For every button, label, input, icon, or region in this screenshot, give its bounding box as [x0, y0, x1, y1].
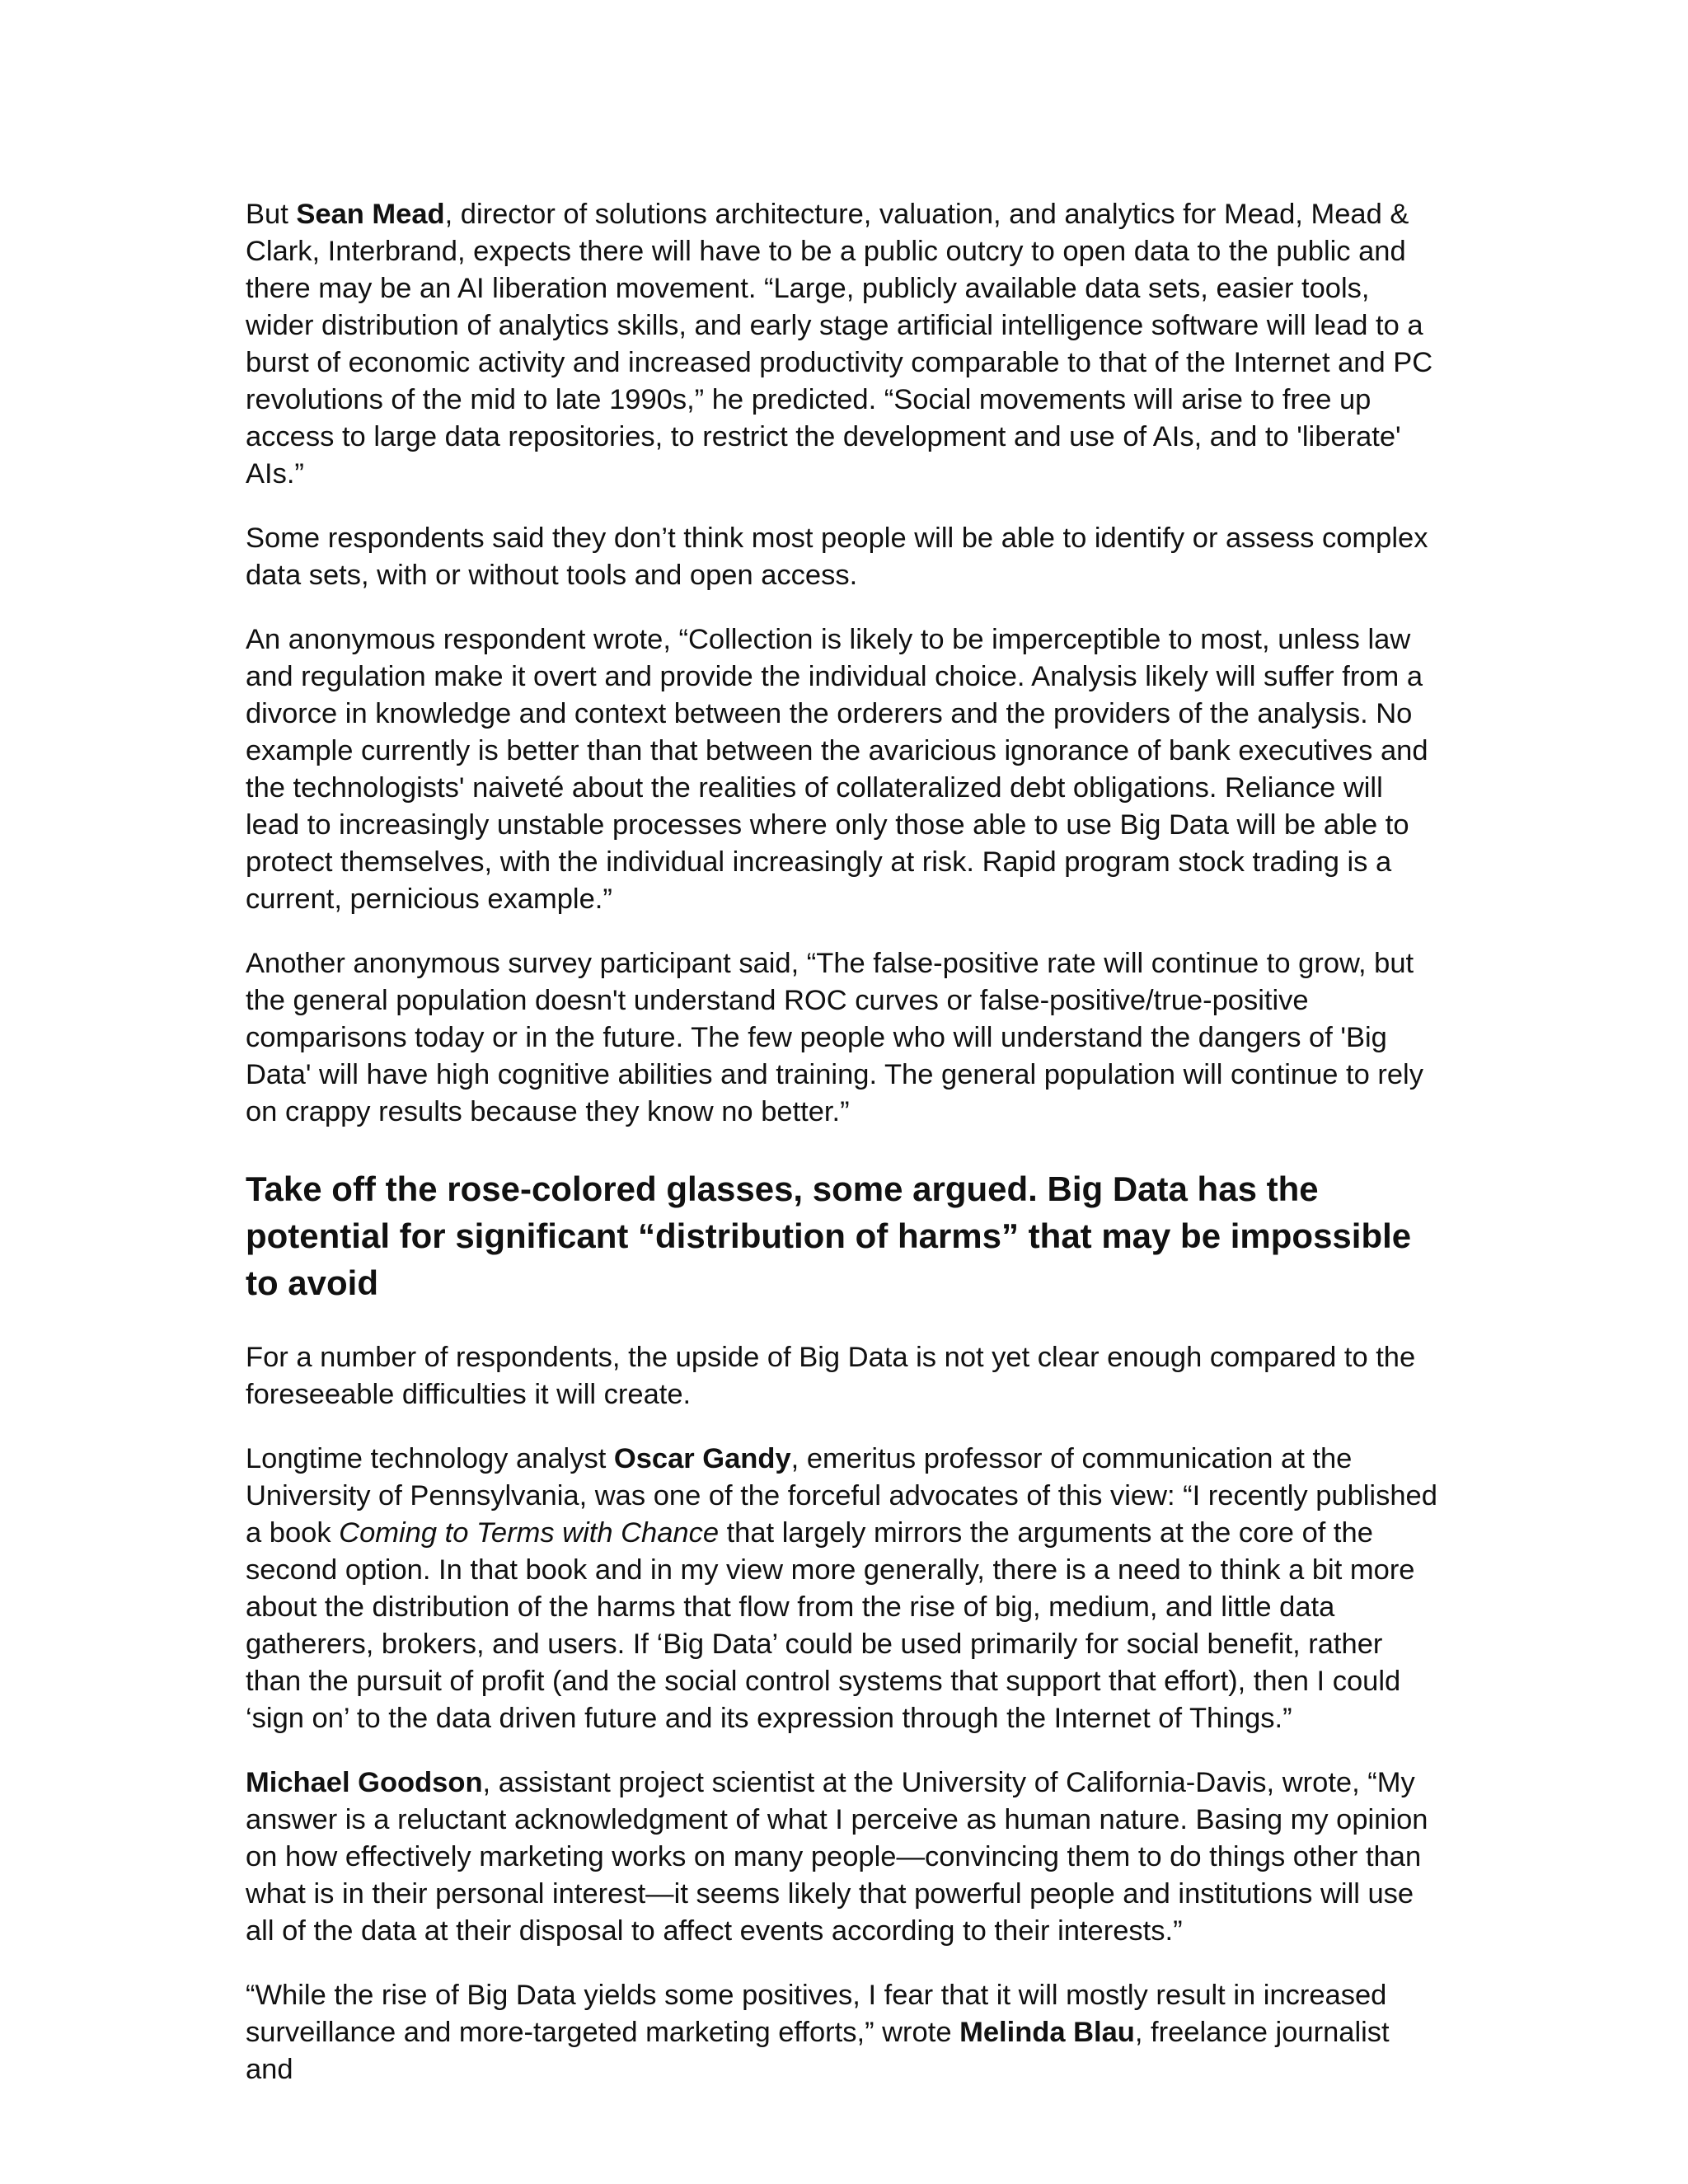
text-segment: Another anonymous survey participant said, “The false-positive rate will continue to grow, but the general population doesn't understand ROC curves or false-positive/true-positive comparisons today or in the future. The few people who will understand the dangers of 'Big Data' will have high cognitive abilities and training. The general population will continue to rely on crappy results because they know no better.” [246, 948, 1423, 1127]
paragraph-sean-mead [246, 196, 1441, 493]
person-name-sean-mead: Sean Mead [296, 199, 445, 230]
book-title: Coming to Terms with Chance [339, 1517, 720, 1549]
text-segment: An anonymous respondent wrote, “Collection is likely to be imperceptible to most, unless law and regulation make it overt and provide the individual choice. Analysis likely will suffer from a divorce in knowledge and context between the orderers and the providers of the analysis. No example currently is better than that between the avaricious ignorance of bank executives and the technologists' naiveté about the realities of collateralized debt obligations. Reliance will lead to increasingly unstable processes where only those able to use Big Data will be able to protect themselves, with the individual increasingly at risk. Rapid program stock trading is a current, pernicious example.” [246, 624, 1428, 915]
paragraph-anonymous-false-positive [246, 945, 1441, 1131]
paragraph-number-of-respondents [246, 1339, 1441, 1413]
text-segment: But [246, 199, 297, 230]
text-segment: “While the rise of Big Data yields some positives, I fear that it will mostly result in increased surveillance and more-targeted marketing efforts,” wrote [246, 1980, 1387, 2048]
section-heading: Take off the rose-colored glasses, some argued. Big Data has the potential for significant “distribution of harms” that may be impossible to avoid [246, 1169, 1412, 1302]
person-name-michael-goodson: Michael Goodson [246, 1767, 483, 1798]
text-segment: Some respondents said they don’t think most people will be able to identify or assess complex data sets, with or without tools and open access. [246, 523, 1428, 591]
text-segment: , emeritus professor of communication at the University of Pennsylvania, was one of the forceful advocates of this view: “I recently published a book [246, 1443, 1437, 1549]
person-name-melinda-blau: Melinda Blau [959, 2017, 1135, 2048]
paragraph-melinda-blau [246, 1977, 1441, 2088]
document-body [246, 196, 1441, 2116]
person-name-oscar-gandy: Oscar Gandy [613, 1443, 791, 1474]
text-segment: , director of solutions architecture, valuation, and analytics for Mead, Mead & Clark, Interbrand, expects there will have to be a public outcry to open data to the public and there may be an AI liberation movement. “Large, publicly available data sets, easier tools, wider distribution of analytics skills, and early stage artificial intelligence software will lead to a burst of economic activity and increased productivity comparable to that of the Internet and PC revolutions of the mid to late 1990s,” he predicted. “Social movements will arise to free up access to large data repositories, to restrict the development and use of AIs, and to 'liberate' AIs.” [246, 199, 1433, 490]
text-segment: , assistant project scientist at the University of California-Davis, wrote, “My answer is a reluctant acknowledgment of what I perceive as human nature. Basing my opinion on how effectively marketing works on many people—convincing them to do things other than what is in their personal interest—it seems likely that powerful people and institutions will use all of the data at their disposal to affect events according to their interests.” [246, 1767, 1428, 1947]
text-segment: Longtime technology analyst [246, 1443, 614, 1474]
paragraph-oscar-gandy [246, 1441, 1441, 1737]
text-segment: , freelance journalist and [246, 2017, 1390, 2085]
paragraph-some-respondents [246, 520, 1441, 594]
text-segment: For a number of respondents, the upside of Big Data is not yet clear enough compared to the foreseeable difficulties it will create. [246, 1342, 1416, 1410]
paragraph-michael-goodson [246, 1765, 1441, 1950]
paragraph-anonymous-collection [246, 621, 1441, 918]
text-segment: that largely mirrors the arguments at the core of the second option. In that book and in my view more generally, there is a need to think a bit more about the distribution of the harms that flow from the rise of big, medium, and little data gatherers, brokers, and users. If ‘Big Data’ could be used primarily for social benefit, rather than the pursuit of profit (and the social control systems that support that effort), then I could ‘sign on’ to the data driven future and its expression through the Internet of Things.” [246, 1517, 1415, 1734]
